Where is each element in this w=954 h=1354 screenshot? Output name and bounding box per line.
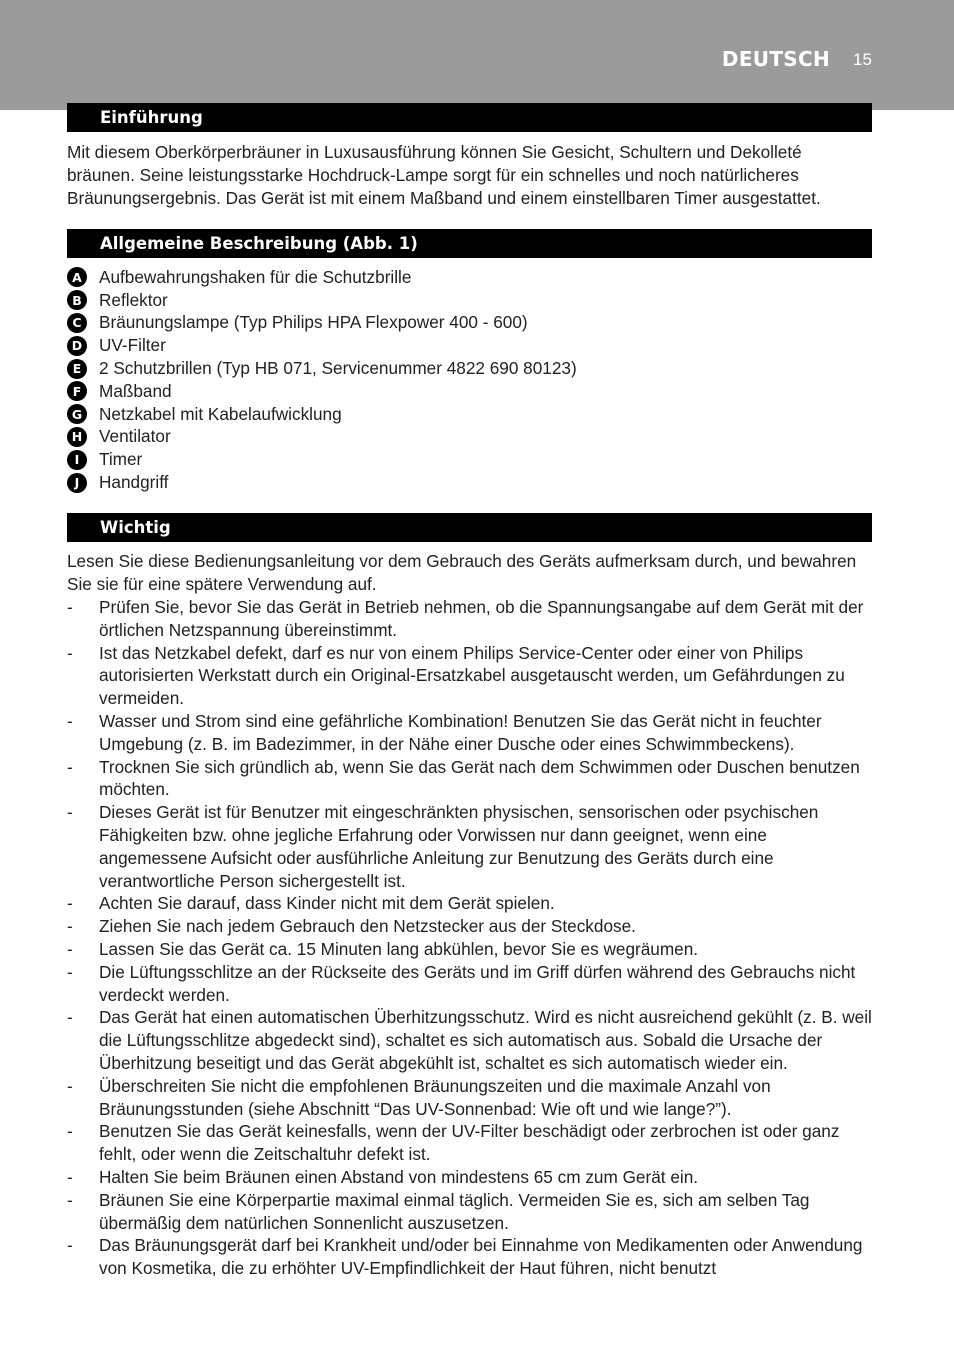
bullet-text: Ziehen Sie nach jedem Gebrauch den Netzstecker aus der Steckdose.	[99, 916, 636, 937]
warning-bullet	[67, 938, 872, 961]
part-item	[67, 289, 872, 312]
intro-paragraph: Mit diesem Oberkörperbräuner in Luxusausführung können Sie Gesicht, Schultern und Dekolleté bräunen. Seine leistungsstarke Hochdruck-Lampe sorgt für ein schnelles und noch natürlicheres Bräunungsergebnis. Das Gerät ist mit einem Maßband und einem einstellbaren Timer ausgestattet.	[67, 142, 821, 208]
page-number: 15	[853, 50, 872, 69]
bullet-text: Das Bräunungsgerät darf bei Krankheit und/oder bei Einnahme von Medikamenten oder Anwendung von Kosmetika, die zu erhöhter UV-Empfindlichkeit der Haut führen, nicht benutzt	[99, 1235, 863, 1279]
warning-bullet	[67, 710, 872, 756]
section-heading-intro	[67, 103, 872, 132]
header-language: DEUTSCH	[721, 47, 830, 71]
bullet-marker: -	[67, 802, 73, 823]
part-letter-badge: F	[67, 381, 87, 401]
section-heading-important	[67, 513, 872, 542]
part-letter-badge: D	[67, 336, 87, 356]
section-heading-description	[67, 229, 872, 258]
part-letter-badge: B	[67, 290, 87, 310]
part-letter-badge: I	[67, 450, 87, 470]
bullet-marker: -	[67, 1121, 73, 1142]
part-item	[67, 403, 872, 426]
part-label: Timer	[99, 449, 143, 470]
part-label: Handgriff	[99, 472, 169, 493]
bullet-text: Benutzen Sie das Gerät keinesfalls, wenn der UV-Filter beschädigt oder zerbrochen ist oder ganz fehlt, oder wenn die Zeitschaltuhr defekt ist.	[99, 1121, 840, 1165]
part-label: 2 Schutzbrillen (Typ HB 071, Servicenummer 4822 690 80123)	[99, 358, 577, 379]
bullet-marker: -	[67, 916, 73, 937]
part-label: UV-Filter	[99, 335, 166, 356]
part-label: Reflektor	[99, 289, 168, 310]
part-letter-badge: E	[67, 359, 87, 379]
warning-bullet-list	[67, 596, 872, 1280]
bullet-marker: -	[67, 597, 73, 617]
section-title: Wichtig	[100, 518, 171, 537]
bullet-text: Überschreiten Sie nicht die empfohlenen Bräunungszeiten und die maximale Anzahl von Bräunungsstunden (siehe Abschnitt “Das UV-Sonnenbad: Wie oft und wie lange?”).	[99, 1075, 771, 1119]
part-label: Netzkabel mit Kabelaufwicklung	[99, 403, 342, 424]
bullet-text: Trocknen Sie sich gründlich ab, wenn Sie das Gerät nach dem Schwimmen oder Duschen benutzen möchten.	[99, 756, 860, 800]
part-letter-badge: A	[67, 267, 87, 287]
section-title: Einführung	[100, 108, 203, 127]
part-label: Maßband	[99, 380, 172, 401]
warning-bullet	[67, 756, 872, 802]
part-label: Ventilator	[99, 426, 171, 447]
header-band	[0, 0, 954, 110]
warning-bullet	[67, 1120, 872, 1166]
bullet-marker: -	[67, 756, 73, 777]
warning-bullet	[67, 1166, 872, 1189]
bullet-text: Das Gerät hat einen automatischen Überhitzungsschutz. Wird es nicht ausreichend gekühlt (z. B. weil die Lüftungsschlitze abgedeckt sind), schaltet es sich automatisch aus. Sobald die Ursache der Überhitzung beseitigt und das Gerät abgekühlt ist, schaltet es sich automatisch wieder ein.	[99, 1007, 872, 1073]
part-item	[67, 426, 872, 449]
bullet-text: Dieses Gerät ist für Benutzer mit eingeschränkten physischen, sensorischen oder psychischen Fähigkeiten bzw. ohne jegliche Erfahrung oder Vorwissen nur dann geeignet, wenn eine angemessene Aufsicht oder ausführliche Anleitung zur Benutzung des Geräts durch eine verantwortliche Person sichergestellt ist.	[99, 802, 819, 891]
bullet-text: Wasser und Strom sind eine gefährliche Kombination! Benutzen Sie das Gerät nicht in feuchter Umgebung (z. B. im Badezimmer, in der Nähe einer Dusche oder eines Schwimmbeckens).	[99, 710, 822, 754]
section-title: Allgemeine Beschreibung (Abb. 1)	[100, 234, 418, 253]
bullet-marker: -	[67, 710, 73, 731]
warning-bullet	[67, 1006, 872, 1074]
bullet-marker: -	[67, 938, 73, 959]
bullet-marker: -	[67, 893, 73, 914]
bullet-marker: -	[67, 1007, 73, 1028]
bullet-text: Ist das Netzkabel defekt, darf es nur von einem Philips Service-Center oder einer von Philips autorisierten Werkstatt durch ein Original-Ersatzkabel ausgetauscht werden, um Gefährdungen zu vermeiden.	[99, 642, 845, 709]
bullet-marker: -	[67, 961, 73, 982]
part-item	[67, 312, 872, 335]
warning-bullet	[67, 1075, 872, 1121]
part-letter-badge: G	[67, 404, 87, 424]
warning-bullet	[67, 596, 872, 642]
bullet-text: Prüfen Sie, bevor Sie das Gerät in Betrieb nehmen, ob die Spannungsangabe auf dem Gerät mit der örtlichen Netzspannung übereinstimmt.	[99, 597, 864, 640]
warning-bullet	[67, 1234, 872, 1280]
bullet-text: Die Lüftungsschlitze an der Rückseite des Geräts und im Griff dürfen während des Gebrauchs nicht verdeckt werden.	[99, 961, 856, 1005]
part-item	[67, 471, 872, 494]
part-item	[67, 357, 872, 380]
part-item	[67, 448, 872, 471]
bullet-text: Achten Sie darauf, dass Kinder nicht mit dem Gerät spielen.	[99, 893, 555, 914]
bullet-text: Halten Sie beim Bräunen einen Abstand von mindestens 65 cm zum Gerät ein.	[99, 1166, 699, 1187]
bullet-marker: -	[67, 1075, 73, 1096]
part-item	[67, 334, 872, 357]
warning-bullet	[67, 961, 872, 1007]
bullet-marker: -	[67, 1235, 73, 1256]
important-lead-paragraph: Lesen Sie diese Bedienungsanleitung vor dem Gebrauch des Geräts aufmerksam durch, und bewahren Sie sie für eine spätere Verwendung auf.	[67, 551, 857, 594]
warning-bullet	[67, 892, 872, 915]
part-label: Aufbewahrungshaken für die Schutzbrille	[99, 266, 412, 287]
bullet-text: Bräunen Sie eine Körperpartie maximal einmal täglich. Vermeiden Sie es, sich am selben Tag übermäßig dem natürlichen Sonnenlicht auszusetzen.	[99, 1189, 810, 1233]
bullet-text: Lassen Sie das Gerät ca. 15 Minuten lang abkühlen, bevor Sie es wegräumen.	[99, 938, 699, 959]
part-label: Bräunungslampe (Typ Philips HPA Flexpower 400 - 600)	[99, 312, 528, 333]
part-item	[67, 380, 872, 403]
bullet-marker: -	[67, 642, 73, 663]
bullet-marker: -	[67, 1166, 73, 1187]
part-letter-badge: J	[67, 473, 87, 493]
parts-list	[67, 266, 872, 494]
warning-bullet	[67, 915, 872, 938]
warning-bullet	[67, 801, 872, 892]
part-letter-badge: H	[67, 427, 87, 447]
part-item	[67, 266, 872, 289]
part-letter-badge: C	[67, 313, 87, 333]
bullet-marker: -	[67, 1189, 73, 1210]
warning-bullet	[67, 642, 872, 710]
warning-bullet	[67, 1189, 872, 1235]
